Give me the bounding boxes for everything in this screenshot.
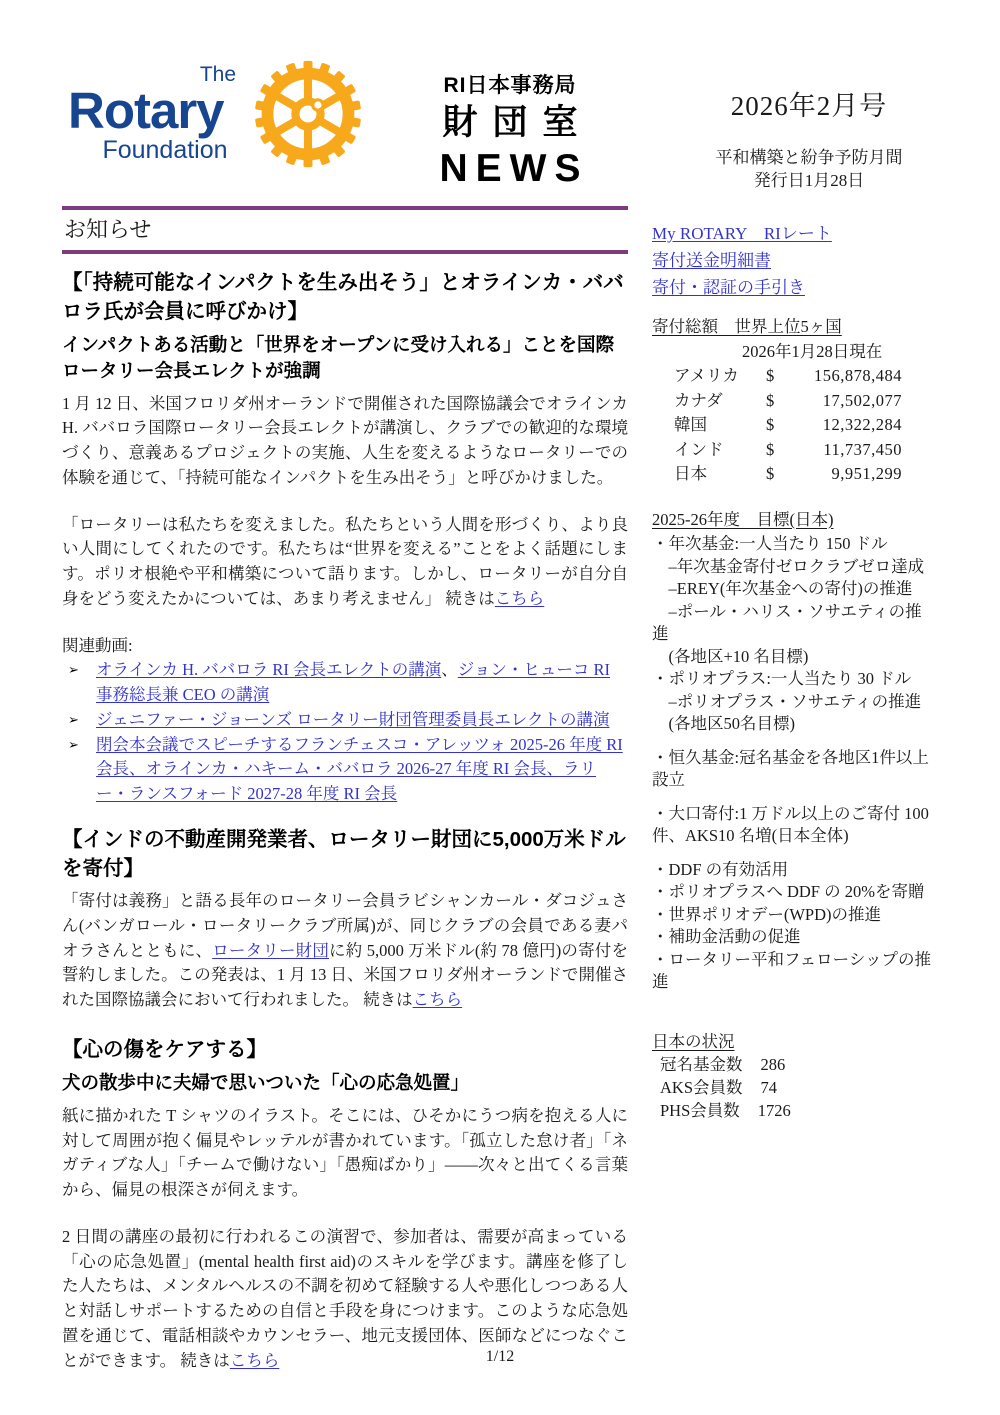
currency-symbol: $ — [766, 415, 775, 434]
issue-info — [678, 84, 940, 193]
arrow-bullet-icon: ➢ — [68, 662, 79, 678]
currency-symbol: $ — [766, 390, 775, 410]
goal-line: (各地区+10 名目標) — [652, 646, 809, 666]
goal-group — [652, 747, 938, 792]
currency-symbol: $ — [766, 464, 775, 483]
goals-title: 2025-26年度 目標(日本) — [652, 509, 834, 529]
donation-totals-title: 寄付総額 世界上位5ヶ国 — [652, 317, 842, 336]
goal-line: ・ポリオプラス:一人当たり 30 ドル — [652, 669, 912, 688]
table-row — [652, 438, 938, 463]
video-link[interactable]: オラインカ H. ババロラ RI 会長エレクトの講演 — [96, 660, 442, 680]
goal-line: ・大口寄付:1 万ドル以上のご寄付 100 件、AKS10 名増(日本全体) — [652, 803, 929, 845]
status-label: AKS会員数 — [660, 1077, 743, 1097]
related-videos-list — [62, 658, 628, 807]
video-link[interactable]: ジョン・ヒューコ RI 事務総長兼 CEO の講演 — [96, 660, 611, 705]
main-column — [62, 206, 628, 1395]
arrow-bullet-icon: ➢ — [68, 736, 79, 752]
masthead-office: RI日本事務局 — [443, 74, 577, 97]
goal-group — [652, 803, 938, 848]
issue-publish-date: 発行日1月28日 — [753, 170, 865, 190]
table-row — [652, 364, 938, 389]
video-link[interactable]: 閉会本会議でスピーチするフランチェスコ・アレッツォ 2025-26 年度 RI 会長、オラインカ・ハキーム・ババロラ 2026-27 年度 RI 会長、ラリー・ランスフォード 2027-28 年度 RI 会長 — [96, 734, 623, 804]
country-name: 日本 — [674, 464, 707, 483]
read-more-link[interactable]: こちら — [494, 588, 545, 608]
article-mental-health — [62, 1035, 628, 1374]
goal-line: (各地区50名目標) — [652, 714, 795, 733]
donation-amount: 17,502,077 — [822, 390, 902, 410]
paragraph-text: 「寄付は義務」と語る長年のロータリー会員ラビシャンカール・ダコジュさん(バンガロール・ロータリークラブ所属)が、同じクラブの会員である妻パオラさんとともに、 — [62, 891, 628, 960]
link-my-rotary-ri-rate[interactable]: My ROTARY RIレート — [652, 224, 832, 243]
logo-rotary: Rotary — [68, 81, 224, 139]
related-videos-label: 関連動画: — [62, 635, 133, 655]
sidebar — [652, 220, 938, 1122]
goal-line: ・DDF の有効活用 — [652, 859, 789, 879]
paragraph-text: 2 日間の講座の最初に行われるこの演習で、参加者は、需要が高まっている「心の応急処置」(mental health first aid)のスキルを学びます。講座を修了した人たちは、メンタルヘルスの不調を初めて経験する人や悪化しつつある人と対話しサポートするための自信と手段を身につけます。このような応急処置を通じて、電話相談やカウンセラー、地元支援団体、医師などにつなぐことができます。 続きは — [62, 1226, 628, 1370]
article-india-donation — [62, 825, 628, 1013]
country-name: 韓国 — [674, 415, 707, 434]
goal-line: ・ロータリー平和フェローシップの推進 — [652, 949, 932, 991]
status-value: 74 — [760, 1077, 778, 1097]
paragraph-text: に約 5,000 万米ドル(約 78 億円)の寄付を誓約しました。この発表は、1 月 13 日、米国フロリダ州オーランドで開催された国際協議会において行われました。 続きは — [62, 940, 628, 1010]
video-link[interactable]: ジェニファー・ジョーンズ ロータリー財団管理委員長エレクトの講演 — [96, 709, 610, 729]
section-heading: お知らせ — [64, 217, 152, 242]
quick-links — [652, 220, 938, 301]
article-heading: 【インドの不動産開発業者、ロータリー財団に5,000万米ドルを寄付】 — [62, 827, 626, 880]
goal-group — [652, 533, 938, 736]
link-remittance-statement[interactable]: 寄付送金明細書 — [652, 251, 771, 270]
goal-line: ・ポリオプラスへ DDF の 20%を寄贈 — [652, 882, 925, 901]
goal-group — [652, 859, 938, 994]
donation-amount: 12,322,284 — [822, 415, 902, 434]
article-babalola-call — [62, 268, 628, 807]
goal-line: –ポール・ハリス・ソサエティの推進 — [652, 601, 922, 643]
logo-the: The — [199, 62, 236, 86]
read-more-link[interactable]: こちら — [412, 990, 463, 1010]
currency-symbol: $ — [766, 439, 775, 459]
country-name: インド — [674, 439, 724, 459]
table-row — [652, 1053, 938, 1076]
country-name: アメリカ — [674, 366, 739, 385]
country-name: カナダ — [674, 390, 723, 410]
goal-line: –ポリオプラス・ソサエティの推進 — [652, 691, 922, 711]
issue-title: 2026年2月号 — [730, 91, 888, 121]
issue-month-theme: 平和構築と紛争予防月間 — [715, 148, 903, 167]
status-value: 286 — [760, 1054, 786, 1074]
goal-line: –EREY(年次基金への寄付)の推進 — [652, 579, 913, 598]
currency-symbol: $ — [766, 366, 775, 385]
list-item — [62, 658, 628, 708]
masthead-dept: 財団室 — [442, 103, 593, 143]
annual-goals — [652, 509, 938, 994]
paragraph-text: 「ロータリーは私たちを変えました。私たちという人間を形づくり、より良い人間にしてくれたのです。私たちは“世界を変える”ことをよく話題にします。ポリオ根絶や平和構築について語ります。しかし、ロータリーが自分自身をどう変えたかについては、あまり考えません」 続きは — [62, 514, 628, 608]
table-row — [652, 413, 938, 438]
article-subheading: 犬の散歩中に夫婦で思いついた「心の応急処置」 — [62, 1071, 470, 1093]
japan-status — [652, 1030, 938, 1122]
masthead-news: NEWS — [439, 146, 589, 190]
page-number: 1/12 — [485, 1348, 515, 1365]
link-giving-guide[interactable]: 寄付・認証の手引き — [652, 278, 805, 297]
arrow-bullet-icon: ➢ — [68, 711, 79, 727]
donation-as-of-date: 2026年1月28日現在 — [742, 341, 883, 361]
article-paragraph — [62, 889, 628, 1013]
table-row — [652, 1076, 938, 1099]
article-paragraph: 紙に描かれた T シャツのイラスト。そこには、ひそかにうつ病を抱える人に対して周囲が抱く偏見やレッテルが書かれています。「孤立した怠け者」「ネガティブな人」「チームで働けない」「愚痴ばかり」――次々と出てくる言葉から、偏見の根深さが伺えます。 — [62, 1105, 628, 1200]
table-row — [652, 462, 938, 487]
article-heading: 【「持続可能なインパクトを生み出そう」とオラインカ・ババロラ氏が会員に呼びかけ】 — [62, 270, 624, 323]
donation-amount: 156,878,484 — [814, 366, 902, 385]
japan-status-title: 日本の状況 — [652, 1031, 735, 1051]
status-value: 1726 — [757, 1100, 791, 1120]
logo-wordmark — [68, 64, 246, 165]
article-subheading: インパクトある活動と「世界をオープンに受け入れる」ことを国際ロータリー会長エレクトが強調 — [62, 333, 615, 381]
goal-line: ・恒久基金:冠名基金を各地区1件以上設立 — [652, 747, 929, 789]
status-label: 冠名基金数 — [660, 1054, 743, 1074]
read-more-link[interactable]: こちら — [229, 1350, 280, 1370]
rotary-foundation-logo — [68, 60, 362, 168]
goal-line: ・年次基金:一人当たり 150 ドル — [652, 534, 888, 553]
donation-amount: 9,951,299 — [831, 464, 902, 483]
rotary-foundation-link[interactable]: ロータリー財団 — [212, 940, 329, 960]
article-paragraph — [62, 513, 628, 612]
goal-line: ・補助金活動の促進 — [652, 927, 801, 946]
status-label: PHS会員数 — [660, 1100, 740, 1120]
list-item — [62, 733, 628, 807]
rotary-wheel-icon — [254, 60, 362, 168]
table-row — [652, 389, 938, 414]
masthead — [428, 72, 592, 190]
goal-line: ・世界ポリオデー(WPD)の推進 — [652, 904, 881, 924]
table-row — [652, 1099, 938, 1122]
article-paragraph: 1 月 12 日、米国フロリダ州オーランドで開催された国際協議会でオラインカ H. ババロラ国際ロータリー会長エレクトが講演し、クラブでの歓迎的な環境づくり、意義あるプロジェクトの実施、人生を変えるようなロータリーでの体験を通じて、「持続可能なインパクトを生み出そう」と呼びかけました。 — [62, 393, 628, 487]
purple-rule-bottom — [62, 250, 628, 254]
list-item — [62, 708, 628, 733]
article-heading: 【心の傷をケアする】 — [62, 1037, 267, 1061]
list-separator: 、 — [441, 660, 458, 680]
logo-foundation: Foundation — [102, 135, 228, 164]
goal-line: –年次基金寄付ゼロクラブゼロ達成 — [652, 556, 925, 576]
donation-amount: 11,737,450 — [823, 439, 902, 459]
donation-totals — [652, 315, 938, 487]
